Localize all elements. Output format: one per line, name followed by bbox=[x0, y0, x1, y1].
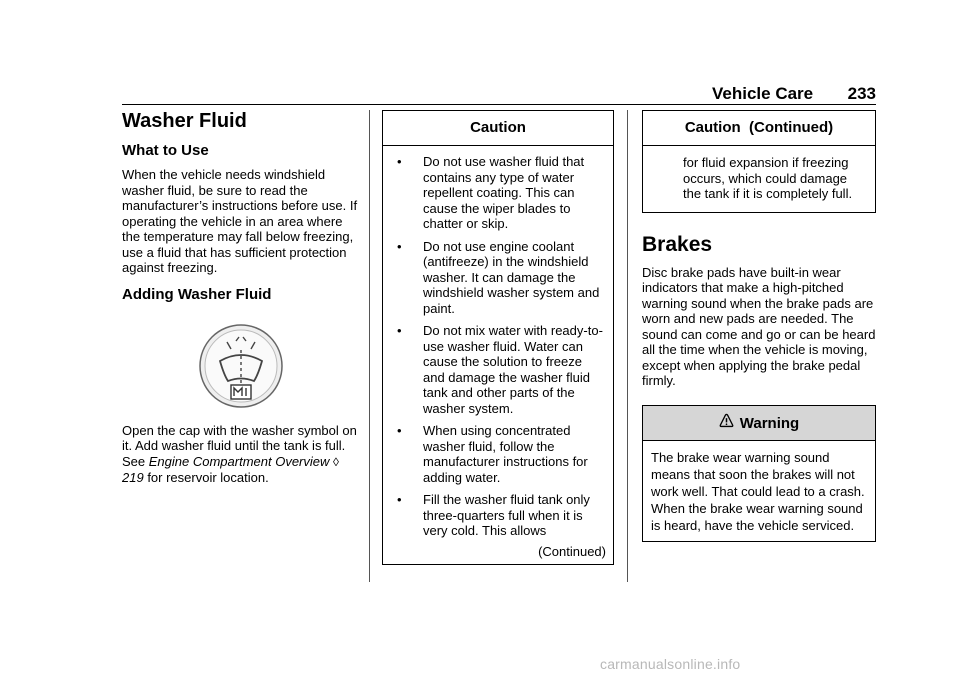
washer-fluid-symbol-icon bbox=[198, 323, 284, 409]
what-to-use-heading: What to Use bbox=[122, 142, 209, 159]
caution-item bbox=[389, 423, 606, 485]
middle-column bbox=[382, 110, 614, 565]
page-number: 233 bbox=[847, 84, 876, 103]
caution-item-text: When using concentrated washer fluid, follow the manufacturer instructions for adding water. bbox=[423, 423, 588, 485]
column-divider-2 bbox=[627, 110, 628, 582]
adding-text-start: Open the cap with the washer symbol on it. Add washer fluid until the tank is full. See bbox=[122, 422, 357, 469]
caution-item-text: Do not use washer fluid that contains any type of water repellent coating. This can cause the wiper blades to chatter or skip. bbox=[423, 154, 585, 231]
what-to-use-text: When the vehicle needs windshield washer fluid, be sure to read the manufacturer’s instructions before use. If operating the vehicle in an area where the temperature may fall below freezing, use a fluid that has sufficient protection against freezing. bbox=[122, 167, 358, 275]
bullet-icon: • bbox=[397, 423, 402, 438]
brakes-title: Brakes bbox=[642, 232, 713, 256]
caution-list bbox=[383, 146, 613, 544]
bullet-icon: • bbox=[397, 492, 402, 507]
section-name: Vehicle Care bbox=[712, 84, 814, 103]
caution-continued-box bbox=[642, 110, 876, 213]
warning-text: The brake wear warning sound means that soon the brakes will not work well. That could lead to a crash. When the brake wear warning sound is heard, have the vehicle serviced. bbox=[651, 449, 865, 533]
washer-fluid-title: Washer Fluid bbox=[122, 110, 247, 132]
adding-text-end: for reservoir location. bbox=[143, 470, 269, 485]
bullet-icon: • bbox=[397, 238, 402, 254]
cross-reference-icon: ◊ bbox=[333, 454, 339, 469]
caution-continued-text: for fluid expansion if freezing occurs, which could damage the tank if it is completely full. bbox=[683, 155, 853, 201]
watermark: carmanualsonline.info bbox=[600, 656, 741, 672]
caution-title: Caution bbox=[383, 111, 613, 146]
warning-header bbox=[643, 406, 875, 441]
warning-icon bbox=[719, 413, 734, 428]
caution-item-text: Do not mix water with ready-to-use washer fluid. Water can cause the solution to freeze and damage the washer fluid tank and other parts of the washer system. bbox=[423, 323, 603, 416]
adding-washer-fluid-text bbox=[122, 423, 360, 486]
adding-washer-fluid-heading: Adding Washer Fluid bbox=[122, 285, 272, 303]
caution-item bbox=[389, 323, 606, 416]
caution-item-text: Do not use engine coolant (antifreeze) in the windshield washer. It can damage the windshield washer system and paint. bbox=[423, 238, 600, 316]
caution-item bbox=[389, 154, 606, 232]
caution-item bbox=[389, 239, 606, 317]
warning-title: Warning bbox=[739, 414, 800, 432]
caution-item bbox=[389, 492, 606, 539]
left-column bbox=[122, 110, 360, 486]
column-divider-1 bbox=[369, 110, 370, 582]
caution-box bbox=[382, 110, 614, 565]
warning-box bbox=[642, 405, 876, 542]
bullet-icon: • bbox=[397, 323, 402, 338]
xref-page-number[interactable]: 219 bbox=[122, 470, 144, 485]
caution-continued-title: Caution (Continued) bbox=[643, 111, 875, 146]
right-column bbox=[642, 110, 876, 542]
brakes-text: Disc brake pads have built-in wear indicators that make a high-pitched warning sound when the brake pads are worn and new pads are needed. The sound can come and go or can be heard all the time when the vehicle is moving, except when applying the brake pedal firmly. bbox=[642, 264, 876, 388]
caution-item-text: Fill the washer fluid tank only three-quarters full when it is very cold. This allows bbox=[423, 492, 590, 538]
bullet-icon: • bbox=[397, 154, 402, 169]
continued-label: (Continued) bbox=[538, 543, 606, 559]
engine-compartment-link[interactable]: Engine Compartment Overview bbox=[148, 453, 330, 469]
header-rule bbox=[122, 104, 876, 105]
